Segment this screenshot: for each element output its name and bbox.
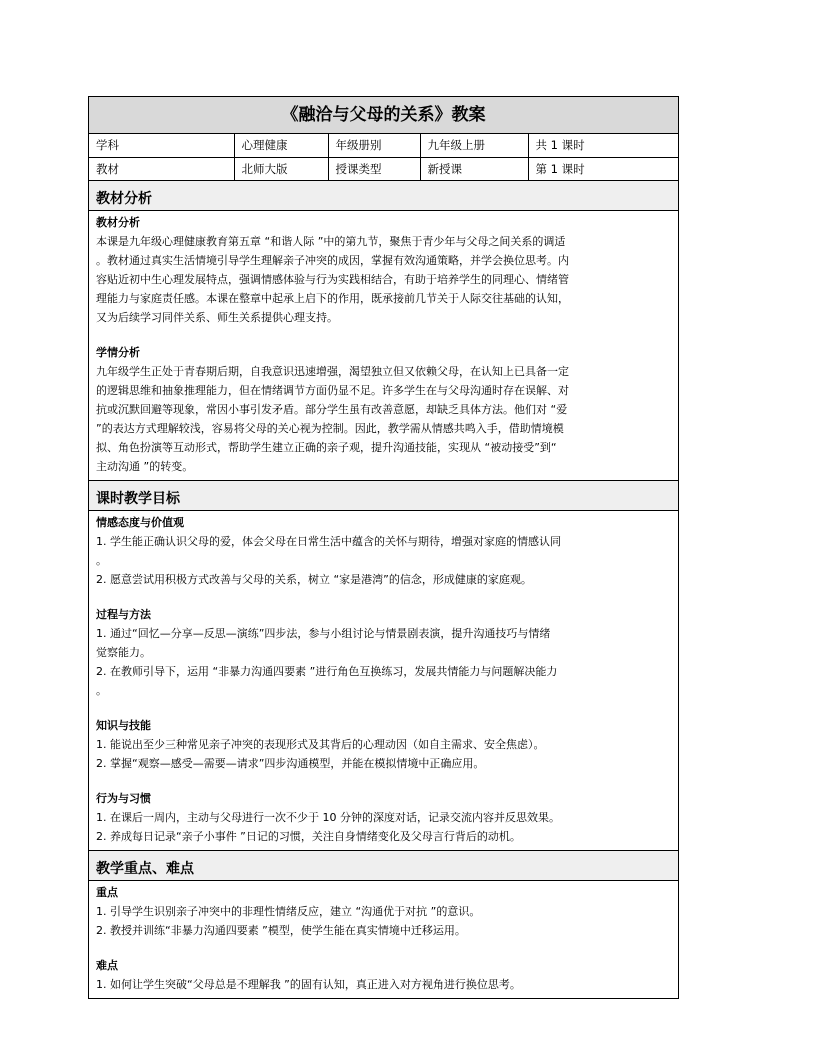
list-item: 1. 在课后一周内，主动与父母进行一次不少于 10 分钟的深度对话，记录交流内容并反思效果。 xyxy=(96,810,560,824)
table-row xyxy=(89,157,678,180)
section-body-analysis xyxy=(89,211,678,481)
subheading-material-analysis: 教材分析 xyxy=(96,215,140,229)
list-item: 1. 如何让学生突破“父母总是不理解我 ”的固有认知，真正进入对方视角进行换位思考。 xyxy=(96,977,521,991)
list-item: 2. 教授并训练“非暴力沟通四要素 ”模型，使学生能在真实情境中迁移运用。 xyxy=(96,923,466,937)
list-item: 。 xyxy=(96,683,107,697)
list-item: 1. 能说出至少三种常见亲子冲突的表现形式及其背后的心理动因（如自主需求、安全焦虑）。 xyxy=(96,737,545,751)
section-body-goals xyxy=(89,511,678,851)
info-cell: 北师大版 xyxy=(234,157,328,180)
text-line: 又为后续学习同伴关系、师生关系提供心理支持。 xyxy=(96,310,338,324)
subheading-behavior-habits: 行为与习惯 xyxy=(96,791,151,805)
section-heading-analysis: 教材分析 xyxy=(89,181,678,211)
subheading-process-methods: 过程与方法 xyxy=(96,607,151,621)
subheading-student-analysis: 学情分析 xyxy=(96,345,140,359)
info-cell: 年级册别 xyxy=(328,134,420,157)
info-cell: 教材 xyxy=(89,157,234,180)
info-cell: 共 1 课时 xyxy=(528,134,678,157)
info-cell: 新授课 xyxy=(420,157,528,180)
list-item: 2. 掌握“观察—感受—需要—请求”四步沟通模型，并能在模拟情境中正确应用。 xyxy=(96,756,485,770)
list-item: 1. 通过“回忆—分享—反思—演练”四步法，参与小组讨论与情景剧表演，提升沟通技巧与情绪 xyxy=(96,626,551,640)
text-line: 本课是九年级心理健康教育第五章 “和谐人际 ”中的第九节，聚焦于青少年与父母之间关系的调适 xyxy=(96,234,566,248)
table-row xyxy=(89,134,678,157)
subheading-knowledge-skills: 知识与技能 xyxy=(96,718,151,732)
list-item: 2. 在教师引导下，运用 “非暴力沟通四要素 ”进行角色互换练习，发展共情能力与问题解决能力 xyxy=(96,664,558,678)
document-title: 《融洽与父母的关系》教案 xyxy=(89,97,678,134)
text-line: 的逻辑思维和抽象推理能力，但在情绪调节方面仍显不足。许多学生在与父母沟通时存在误解、对 xyxy=(96,383,569,397)
list-item: 。 xyxy=(96,553,107,567)
list-item: 2. 养成每日记录“亲子小事件 ”日记的习惯，关注自身情绪变化及父母言行背后的动机。 xyxy=(96,829,521,843)
text-line: 抗或沉默回避等现象，常因小事引发矛盾。部分学生虽有改善意愿，却缺乏具体方法。他们对 “爱 xyxy=(96,402,568,416)
info-cell: 九年级上册 xyxy=(420,134,528,157)
subheading-difficult-points: 难点 xyxy=(96,958,118,972)
text-line: 九年级学生正处于青春期后期，自我意识迅速增强，渴望独立但又依赖父母，在认知上已具备一定 xyxy=(96,364,569,378)
section-heading-goals: 课时教学目标 xyxy=(89,481,678,511)
course-info-table xyxy=(89,134,678,181)
list-item: 1. 学生能正确认识父母的爱，体会父母在日常生活中蕴含的关怀与期待，增强对家庭的情感认同 xyxy=(96,534,561,548)
info-cell: 学科 xyxy=(89,134,234,157)
text-line: ”的表达方式理解较浅，容易将父母的关心视为控制。因此，教学需从情感共鸣入手，借助情境模 xyxy=(96,421,564,435)
list-item: 1. 引导学生识别亲子冲突中的非理性情绪反应，建立 “沟通优于对抗 ”的意识。 xyxy=(96,904,481,918)
section-heading-keypoints: 教学重点、难点 xyxy=(89,851,678,881)
section-body-keypoints xyxy=(89,881,678,998)
paragraph-student-analysis xyxy=(96,362,671,476)
info-cell: 授课类型 xyxy=(328,157,420,180)
lesson-plan-document xyxy=(88,96,679,999)
info-cell: 第 1 课时 xyxy=(528,157,678,180)
subheading-key-points: 重点 xyxy=(96,885,118,899)
list-item: 2. 愿意尝试用积极方式改善与父母的关系，树立 “家是港湾”的信念，形成健康的家庭观。 xyxy=(96,572,532,586)
text-line: 拟、角色扮演等互动形式，帮助学生建立正确的亲子观，提升沟通技能，实现从 “被动接受”到“ xyxy=(96,440,557,454)
text-line: 理能力与家庭责任感。本课在整章中起承上启下的作用，既承接前几节关于人际交往基础的认知， xyxy=(96,291,569,305)
text-line: 。教材通过真实生活情境引导学生理解亲子冲突的成因，掌握有效沟通策略，并学会换位思考。内 xyxy=(96,253,569,267)
subheading-emotion-values: 情感态度与价值观 xyxy=(96,515,184,529)
text-line: 容贴近初中生心理发展特点，强调情感体验与行为实践相结合，有助于培养学生的同理心、情绪管 xyxy=(96,272,569,286)
list-item: 觉察能力。 xyxy=(96,645,151,659)
paragraph-material-analysis xyxy=(96,232,671,327)
text-line: 主动沟通 ”的转变。 xyxy=(96,459,194,473)
info-cell: 心理健康 xyxy=(234,134,328,157)
